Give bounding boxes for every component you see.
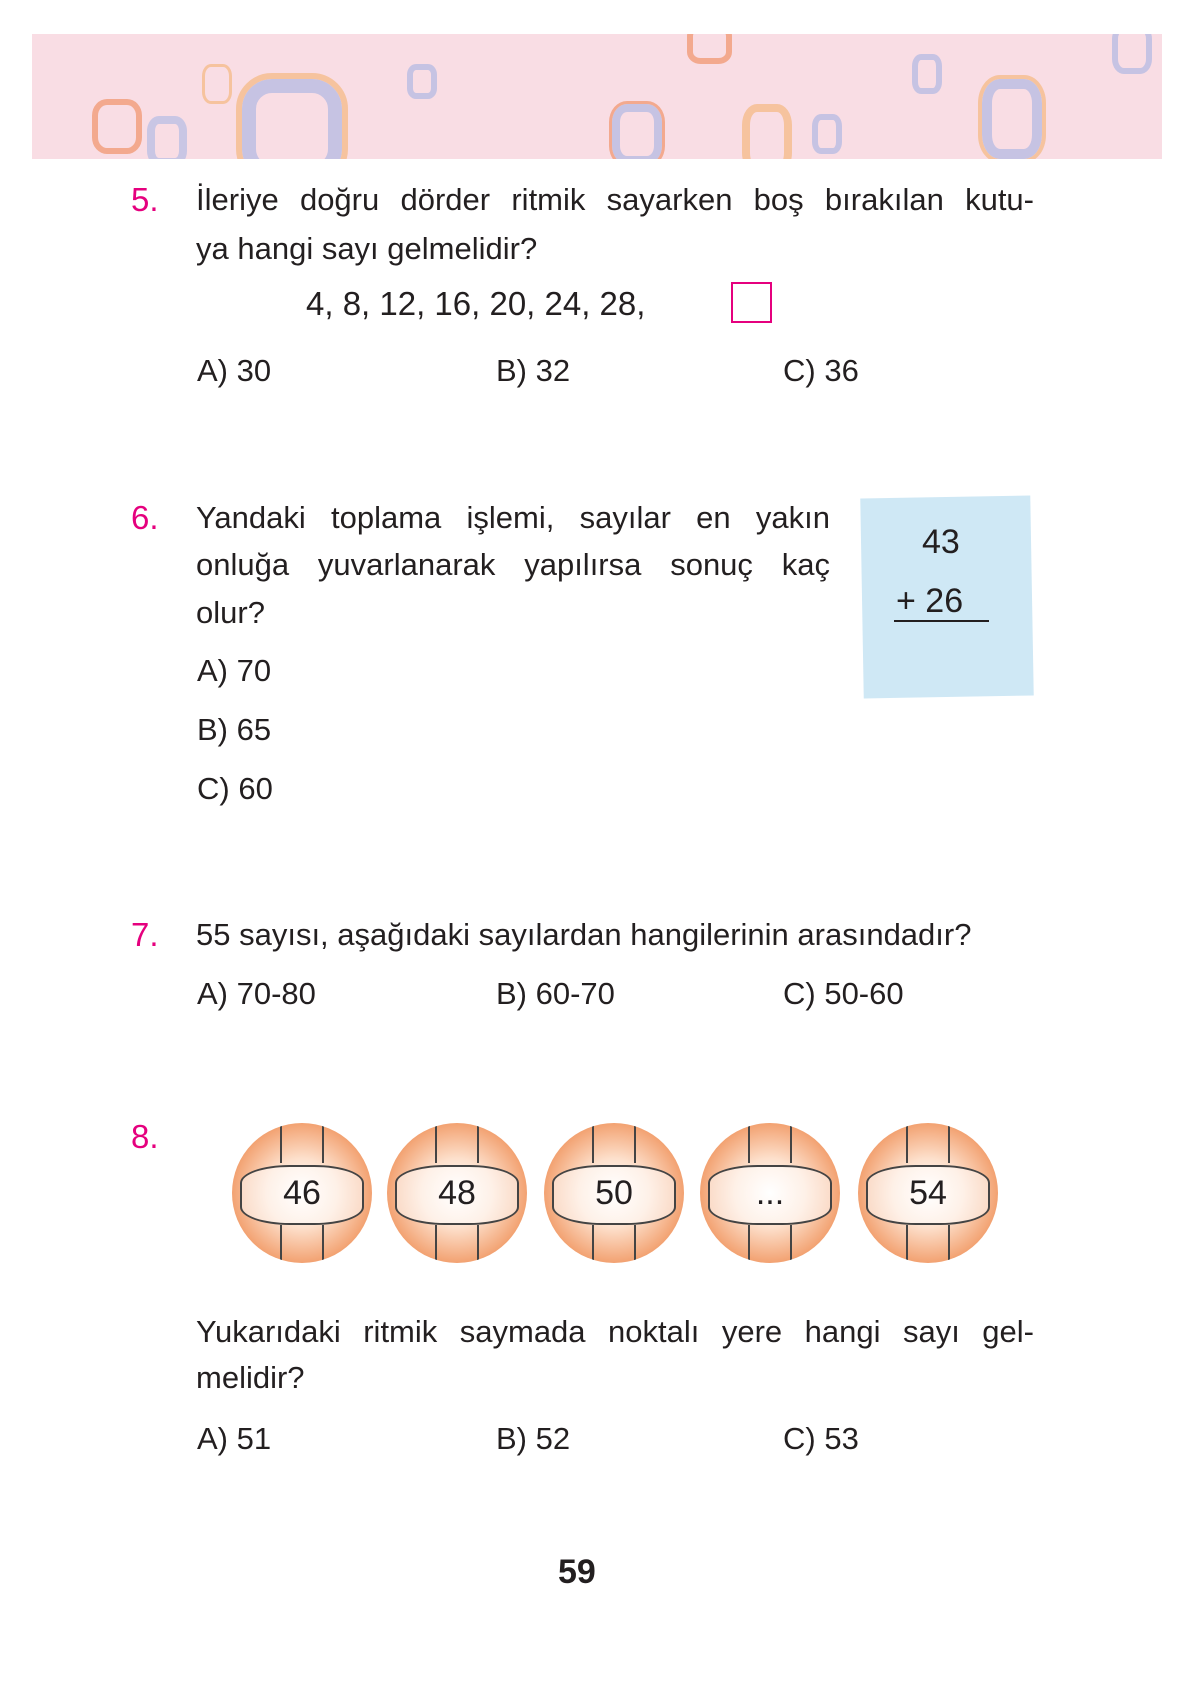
question-number: 7. [131,916,159,953]
sum-line [894,620,989,622]
ball-seam [634,1225,636,1263]
question-text: Yandaki toplama işlemi, sayılar en yakın [196,500,830,535]
ball-seam [592,1225,594,1263]
square-pattern-icon [982,79,1042,159]
ball-seam [322,1225,324,1263]
volleyball [232,1123,372,1263]
option-b[interactable]: B) 60-70 [496,976,615,1011]
square-pattern-icon [407,64,437,99]
question-text: onluğa yuvarlanarak yapılırsa sonuç kaç [196,547,830,582]
square-pattern-icon [202,64,232,104]
question-number: 6. [131,499,159,536]
ball-seam [748,1225,750,1263]
ball-seam [280,1123,282,1163]
square-pattern-icon [912,54,942,94]
ball-seam [906,1225,908,1263]
option-c[interactable]: C) 50-60 [783,976,904,1011]
ball-seam [477,1123,479,1163]
ball-number: 54 [909,1174,947,1212]
answer-blank-box [731,282,772,323]
volleyball [858,1123,998,1263]
ball-seam [435,1123,437,1163]
ball-number: 46 [283,1174,321,1212]
volleyball [387,1123,527,1263]
number-sequence: 4, 8, 12, 16, 20, 24, 28, [306,285,646,322]
addend-bottom: + 26 [896,582,964,620]
ball-seam [790,1123,792,1163]
square-pattern-icon [687,34,732,64]
ball-seam [790,1225,792,1263]
question-text: ya hangi sayı gelmelidir? [196,231,538,266]
question-number: 8. [131,1118,159,1155]
ball-seam [948,1123,950,1163]
ball-number: 48 [438,1174,476,1212]
option-c[interactable]: C) 53 [783,1421,859,1456]
option-a[interactable]: A) 70 [197,653,272,688]
square-pattern-icon [242,79,342,159]
question-text: olur? [196,595,265,630]
square-pattern-icon [612,104,662,159]
ball-seam [322,1123,324,1163]
option-b[interactable]: B) 32 [496,353,571,388]
question-number: 5. [131,181,159,218]
ball-seam [592,1123,594,1163]
ball-seam [906,1123,908,1163]
ball-seam [477,1225,479,1263]
option-a[interactable]: A) 51 [197,1421,272,1456]
question-text: 55 sayısı, aşağıdaki sayılardan hangilerinin arasındadır? [196,917,972,952]
page-number: 59 [558,1553,596,1591]
option-a[interactable]: A) 70-80 [197,976,316,1011]
volleyball [544,1123,684,1263]
ball-seam [748,1123,750,1163]
volleyball [700,1123,840,1263]
ball-seam [280,1225,282,1263]
question-text: melidir? [196,1360,305,1395]
ball-number: 50 [595,1174,633,1212]
option-b[interactable]: B) 65 [197,712,272,747]
option-c[interactable]: C) 36 [783,353,859,388]
ball-number: ... [755,1174,785,1212]
question-text: Yukarıdaki ritmik saymada noktalı yere hangi sayı gel- [196,1314,1034,1349]
ball-seam [948,1225,950,1263]
ball-seam [634,1123,636,1163]
option-c[interactable]: C) 60 [197,771,273,806]
square-pattern-icon [742,104,792,159]
decorative-banner [32,34,1162,159]
square-pattern-icon [92,99,142,154]
square-pattern-icon [147,116,187,159]
option-b[interactable]: B) 52 [496,1421,571,1456]
option-a[interactable]: A) 30 [197,353,272,388]
square-pattern-icon [1112,34,1152,74]
ball-seam [435,1225,437,1263]
square-pattern-icon [812,114,842,154]
addend-top: 43 [922,523,960,561]
question-text: İleriye doğru dörder ritmik sayarken boş bırakılan kutu- [196,182,1034,217]
